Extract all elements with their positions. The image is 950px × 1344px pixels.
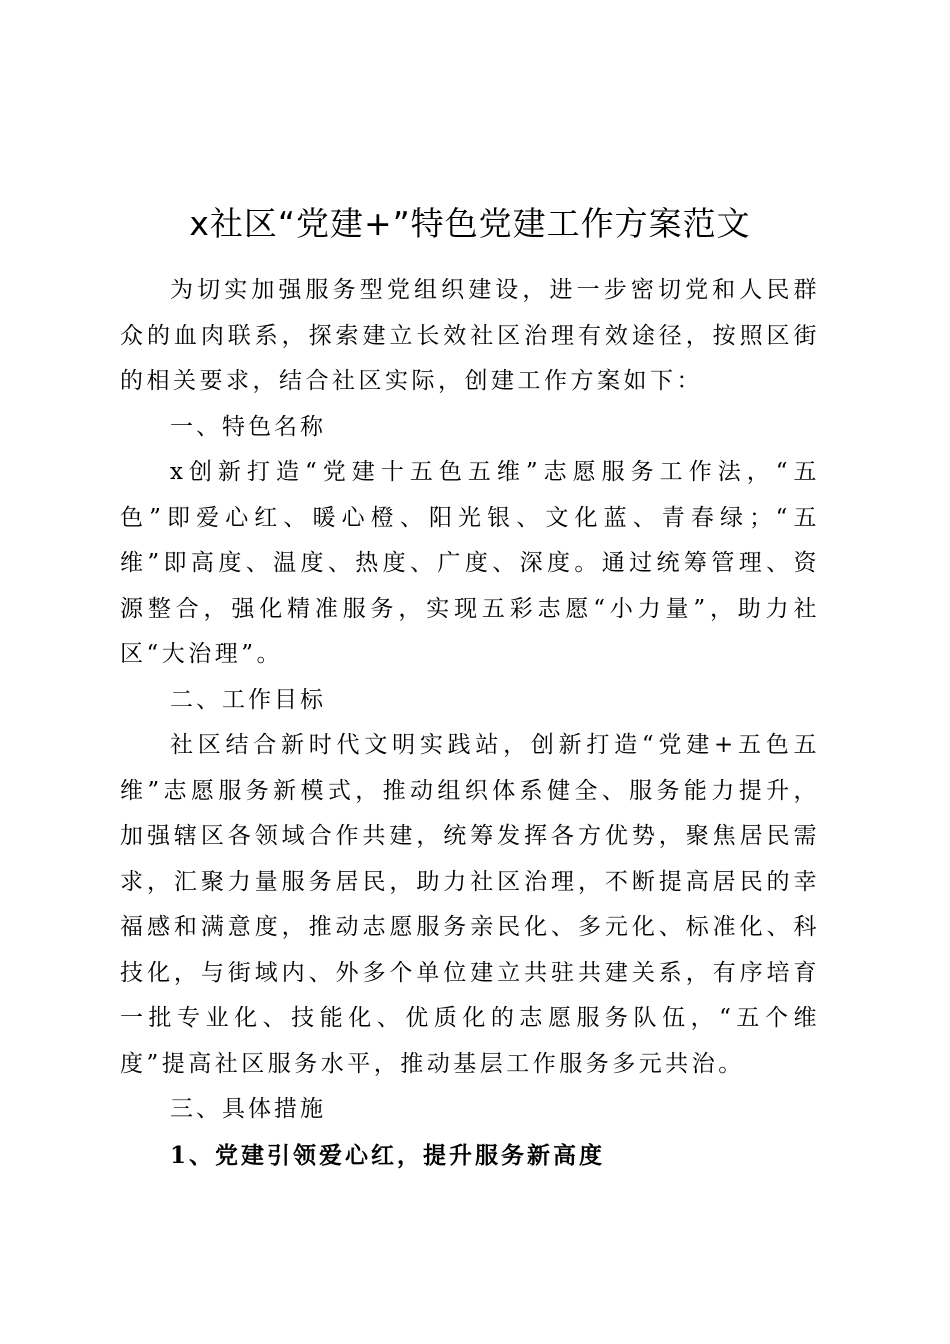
section-heading-goals: 二、工作目标 <box>170 686 326 713</box>
document-title: x社区“党建+”特色党建工作方案范文 <box>189 204 751 243</box>
document-body <box>120 198 820 1178</box>
section-heading-name: 一、特色名称 <box>170 413 326 440</box>
measure-subheading-1: 1、党建引领爱心红，提升服务新高度 <box>170 1141 606 1169</box>
section-heading-measures: 三、具体措施 <box>170 1096 326 1122</box>
section-paragraph-goals: 社区结合新时代文明实践站，创新打造“党建+五色五维”志愿服务新模式，推动组织体系健全、服务能力提升，加强辖区各领域合作共建，统筹发挥各方优势，聚焦居民需求，汇聚力量服务居民，助力社区治理，不断提高居民的幸福感和满意度，推动志愿服务亲民化、多元化、标准化、科技化，与街域内、外多个单位建立共驻共建关系，有序培育一批专业化、技能化、优质化的志愿服务队伍，“五个维度”提高社区服务水平，推动基层工作服务多元共治。 <box>120 732 820 1077</box>
section-paragraph-name: x创新打造“党建十五色五维”志愿服务工作法，“五色”即爱心红、暖心橙、阳光银、文化蓝、青春绿；“五维”即高度、温度、热度、广度、深度。通过统筹管理、资源整合，强化精准服务，实现五彩志愿“小力量”，助力社区“大治理”。 <box>120 459 820 667</box>
intro-paragraph: 为切实加强服务型党组织建设，进一步密切党和人民群众的血肉联系，探索建立长效社区治理有效途径，按照区街的相关要求，结合社区实际，创建工作方案如下： <box>120 277 820 394</box>
